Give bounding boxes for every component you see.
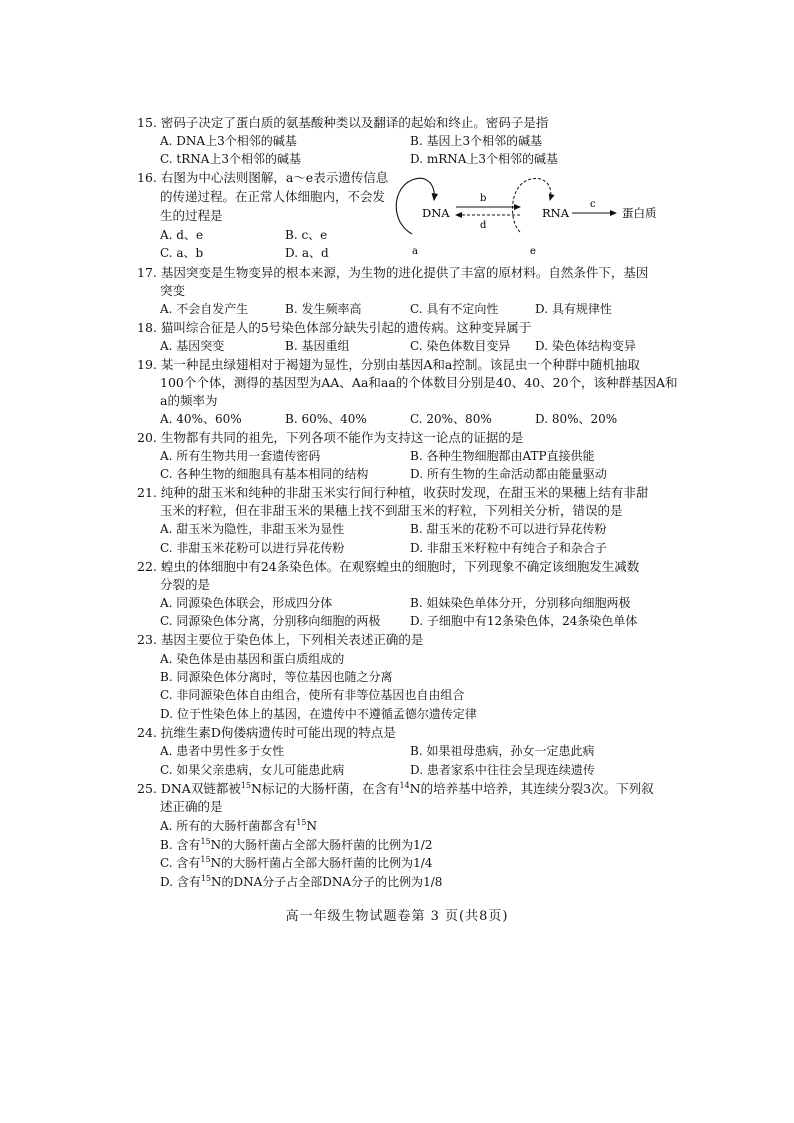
q25-option-d: D. 含有$^{15}$N的DNA分子占全部DNA分子的比例为1/8 [160, 874, 443, 889]
protein-label: 蛋白质 [622, 206, 657, 220]
q25-option-b: B. 含有$^{15}$N的大肠杆菌占全部大肠杆菌的比例为1/2 [160, 837, 433, 852]
q24-option-c: C. 如果父亲患病，女儿可能患此病 [160, 763, 345, 777]
q24-option-a: A. 患者中男性多于女性 [160, 744, 285, 758]
q16-stem-line1: 16. 右图为中心法则图解，a～e表示遗传信息 [137, 170, 389, 185]
q18-option-a: A. 基因突变 [160, 339, 225, 353]
q20-option-a: A. 所有生物共用一套遗传密码 [160, 449, 321, 463]
q25-option-a: A. 所有的大肠杆菌都含有$^{15}$N [160, 818, 317, 833]
q20-stem: 20. 生物都有共同的祖先，下列各项不能作为支持这一论点的证据的是 [137, 430, 524, 445]
q24-stem: 24. 抗维生素D佝偻病遗传时可能出现的特点是 [137, 725, 396, 740]
q24-option-d: D. 患者家系中往往会呈现连续遗传 [410, 763, 595, 777]
q16-stem-line3: 生的过程是 [160, 208, 223, 223]
q16-option-d: D. a、d [285, 246, 329, 260]
q18-option-c: C. 染色体数目变异 [410, 339, 511, 353]
q19-option-b: B. 60%、40% [285, 412, 367, 426]
q21-stem-line2: 玉米的籽粒，但在非甜玉米的果穗上找不到甜玉米的籽粒，下列相关分析，错误的是 [160, 503, 623, 518]
q21-option-c: C. 非甜玉米花粉可以进行异花传粉 [160, 541, 345, 555]
q23-option-a: A. 染色体是由基因和蛋白质组成的 [160, 652, 345, 666]
rna-label: RNA [542, 206, 570, 220]
q15-option-a: A. DNA上3个相邻的碱基 [160, 134, 297, 148]
q25-option-c: C. 含有$^{15}$N的大肠杆菌占全部大肠杆菌的比例为1/4 [160, 855, 433, 870]
q16-stem-line2: 的传递过程。在正常人体细胞内，不会发 [160, 189, 386, 204]
q25-stem-line1: 25. DNA双链都被$^{15}$N标记的大肠杆菌，在含有$^{14}$N的培养基中培养，其连续分裂3次。下列叙 [137, 781, 654, 796]
q25-stem-line2: 述正确的是 [160, 799, 223, 814]
q22-option-a: A. 同源染色体联会，形成四分体 [160, 596, 333, 610]
q22-option-d: D. 子细胞中有12条染色体，24条染色单体 [410, 614, 638, 628]
q23-option-d: D. 位于性染色体上的基因，在遗传中不遵循孟德尔遗传定律 [160, 707, 477, 721]
q24-option-b: B. 如果祖母患病，孙女一定患此病 [410, 744, 595, 758]
q23-option-b: B. 同源染色体分离时，等位基因也随之分离 [160, 670, 393, 684]
q18-stem: 18. 猫叫综合征是人的5号染色体部分缺失引起的遗传病。这种变异属于 [137, 320, 532, 335]
q15-option-b: B. 基因上3个相邻的碱基 [410, 134, 543, 148]
q19-option-c: C. 20%、80% [410, 412, 492, 426]
label-d: d [480, 220, 487, 231]
central-dogma-diagram [390, 170, 680, 260]
q21-option-b: B. 甜玉米的花粉不可以进行异花传粉 [410, 522, 607, 536]
q18-option-b: B. 基因重组 [285, 339, 350, 353]
q22-option-b: B. 姐妹染色单体分开，分别移向细胞两极 [410, 596, 631, 610]
q16-option-b: B. c、e [285, 228, 328, 242]
q19-stem-line1: 19. 某一种昆虫绿翅相对于褐翅为显性，分别由基因A和a控制。该昆虫一个种群中随机抽取 [137, 357, 640, 372]
q23-stem: 23. 基因主要位于染色体上，下列相关表述正确的是 [137, 632, 424, 647]
q20-option-b: B. 各种生物细胞都由ATP直接供能 [410, 449, 595, 463]
q15-option-c: C. tRNA上3个相邻的碱基 [160, 152, 302, 166]
label-e: e [530, 246, 536, 257]
q19-stem-line2: 100个个体，测得的基因型为AA、Aa和aa的个体数目分别是40、40、20个，该种群基因A和 [160, 375, 678, 390]
label-a: a [412, 246, 418, 257]
label-b: b [480, 193, 487, 204]
q21-stem-line1: 21. 纯种的甜玉米和纯种的非甜玉米实行间行种植，收获时发现，在甜玉米的果穗上结有非甜 [137, 485, 649, 500]
q17-stem-line2: 突变 [160, 283, 186, 298]
q15-option-d: D. mRNA上3个相邻的碱基 [410, 152, 559, 166]
dna-label: DNA [422, 206, 450, 220]
q15-stem: 15. 密码子决定了蛋白质的氨基酸种类以及翻译的起始和终止。密码子是指 [137, 115, 549, 130]
q20-option-d: D. 所有生物的生命活动都由能量驱动 [410, 467, 607, 481]
q22-option-c: C. 同源染色体分离，分别移向细胞的两极 [160, 614, 381, 628]
q22-stem-line2: 分裂的是 [160, 577, 211, 592]
label-c: c [590, 199, 596, 210]
q21-option-a: A. 甜玉米为隐性，非甜玉米为显性 [160, 522, 345, 536]
q22-stem-line1: 22. 蝗虫的体细胞中有24条染色体。在观察蝗虫的细胞时，下列现象不确定该细胞发生减数 [137, 559, 640, 574]
q17-option-a: A. 不会自发产生 [160, 302, 249, 316]
q16-option-c: C. a、b [160, 246, 204, 260]
q19-option-a: A. 40%、60% [160, 412, 242, 426]
q19-stem-line3: a的频率为 [160, 393, 218, 408]
q16-option-a: A. d、e [160, 228, 204, 242]
q21-option-d: D. 非甜玉米籽粒中有纯合子和杂合子 [410, 541, 607, 555]
q17-option-c: C. 具有不定向性 [410, 302, 499, 316]
q18-option-d: D. 染色体结构变异 [535, 339, 636, 353]
q19-option-d: D. 80%、20% [535, 412, 618, 426]
q17-option-d: D. 具有规律性 [535, 302, 612, 316]
q20-option-c: C. 各种生物的细胞具有基本相同的结构 [160, 467, 369, 481]
q23-option-c: C. 非同源染色体自由组合，使所有非等位基因也自由组合 [160, 688, 465, 702]
q17-option-b: B. 发生频率高 [285, 302, 362, 316]
page-footer: 高一年级生物试题卷第 3 页(共8页) [285, 909, 509, 924]
q17-stem-line1: 17. 基因突变是生物变异的根本来源，为生物的进化提供了丰富的原材料。自然条件下，基因 [137, 265, 649, 280]
